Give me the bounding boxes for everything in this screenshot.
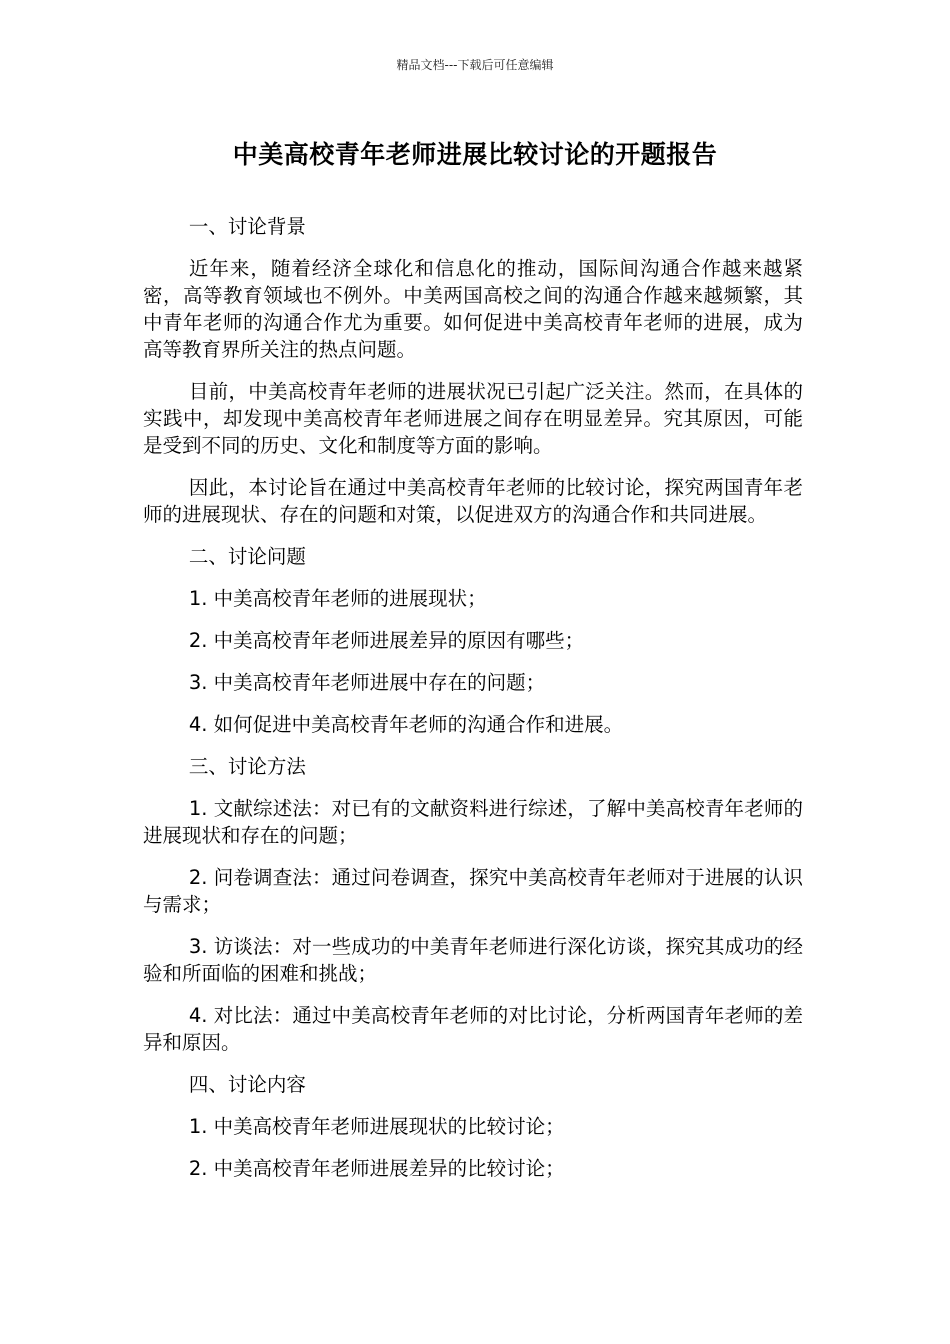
content-item-1: 1. 中美高校青年老师进展现状的比较讨论； <box>188 1115 565 1138</box>
question-item-4: 4. 如何促进中美高校青年老师的沟通合作和进展。 <box>188 713 624 736</box>
page-header: 精品文档---下载后可任意编辑 <box>396 58 554 72</box>
question-item-3: 3. 中美高校青年老师进展中存在的问题； <box>188 671 546 694</box>
method-item-2: 2. 问卷调查法：通过问卷调查，探究中美高校青年老师对于进展的认识与需求； <box>143 866 803 916</box>
document-title: 中美高校青年老师进展比较讨论的开题报告 <box>232 140 718 169</box>
question-item-1: 1. 中美高校青年老师的进展现状； <box>188 587 487 610</box>
paragraph-background-1: 近年来，随着经济全球化和信息化的推动，国际间沟通合作越来越紧密，高等教育领域也不例外。中美两国高校之间的沟通合作越来越频繁，其中青年老师的沟通合作尤为重要。如何促进中美高校青年老师的进展，成为高等教育界所关注的热点问题。 <box>143 257 803 361</box>
question-item-2: 2. 中美高校青年老师进展差异的原因有哪些； <box>188 629 585 652</box>
section-heading-methods: 三、讨论方法 <box>188 755 306 778</box>
section-heading-background: 一、讨论背景 <box>188 215 306 238</box>
section-heading-questions: 二、讨论问题 <box>188 545 306 568</box>
document-body <box>143 213 803 1197</box>
method-item-3: 3. 访谈法：对一些成功的中美青年老师进行深化访谈，探究其成功的经验和所面临的困难和挑战； <box>143 935 803 985</box>
paragraph-background-2: 目前，中美高校青年老师的进展状况已引起广泛关注。然而，在具体的实践中，却发现中美高校青年老师进展之间存在明显差异。究其原因，可能是受到不同的历史、文化和制度等方面的影响。 <box>143 380 803 457</box>
method-item-4: 4. 对比法：通过中美高校青年老师的对比讨论，分析两国青年老师的差异和原因。 <box>143 1004 803 1054</box>
section-heading-content: 四、讨论内容 <box>188 1073 306 1096</box>
content-item-2: 2. 中美高校青年老师进展差异的比较讨论； <box>188 1157 565 1180</box>
method-item-1: 1. 文献综述法：对已有的文献资料进行综述，了解中美高校青年老师的进展现状和存在的问题； <box>143 797 803 847</box>
paragraph-background-3: 因此，本讨论旨在通过中美高校青年老师的比较讨论，探究两国青年老师的进展现状、存在的问题和对策，以促进双方的沟通合作和共同进展。 <box>143 476 803 526</box>
